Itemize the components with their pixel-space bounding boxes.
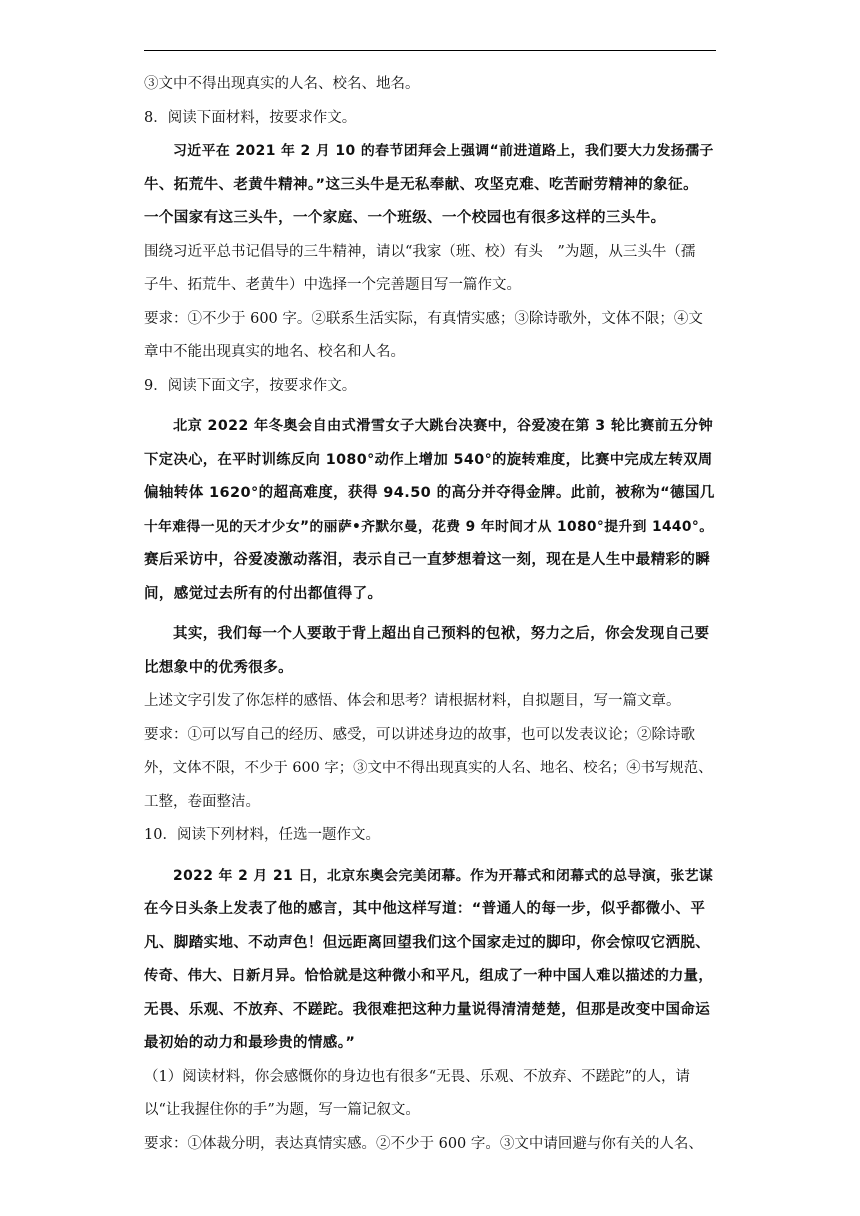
q10-requirement-line: 要求：①体裁分明，表达真情实感。②不少于 600 字。③文中请回避与你有关的人名、 xyxy=(144,1135,703,1152)
q9-material-line: 赛后采访中，谷爱凌激动落泪，表示自己一直梦想着这一刻，现在是人生中最精彩的瞬 xyxy=(144,552,711,568)
q9-material-line: 十年难得一见的天才少女”的丽萨•齐默尔曼，花费 9 年时间才从 1080°提升到 1440°。 xyxy=(144,518,714,535)
q7-requirement-3: ③文中不得出现真实的人名、校名、地名。 xyxy=(144,76,420,92)
q9-material-line: 北京 2022 年冬奥会自由式滑雪女子大跳台决赛中，谷爱凌在第 3 轮比赛前五分钟 xyxy=(173,418,714,434)
q9-prompt-line: 上述文字引发了你怎样的感悟、体会和思考？请根据材料，自拟题目，写一篇文章。 xyxy=(144,693,681,709)
q9-requirement-line: 外，文体不限，不少于 600 字；③文中不得出现真实的人名、地名、校名；④书写规范、 xyxy=(144,760,713,776)
q10-option-1-line: 以“让我握住你的手”为题，写一篇记叙文。 xyxy=(144,1102,420,1118)
q8-requirement-line: 要求：①不少于 600 字。②联系生活实际，有真情实感；③除诗歌外，文体不限；④文 xyxy=(144,310,703,327)
q8-material-line: 牛、拓荒牛、老黄牛精神。”这三头牛是无私奉献、攻坚克难、吃苦耐劳精神的象征。 xyxy=(144,176,698,193)
q8-material-line: 习近平在 2021 年 2 月 10 的春节团拜会上强调“前进道路上，我们要大力发扬孺子 xyxy=(173,143,714,159)
q10-material-line: 凡、脚踏实地、不动声色！但远距离回望我们这个国家走过的脚印，你会惊叹它洒脱、 xyxy=(144,934,711,951)
q9-material-line: 下定决心，在平时训练反向 1080°动作上增加 540°的旋转难度，比赛中完成左转双周 xyxy=(144,451,713,468)
q10-material-line: 最初始的动力和最珍贵的情感。” xyxy=(144,1035,356,1051)
q9-material-line: 比想象中的优秀很多。 xyxy=(144,659,293,676)
q9-material-line: 其实，我们每一个人要敢于背上超出自己预料的包袱，努力之后，你会发现自己要 xyxy=(173,626,710,642)
q10-title: 10．阅读下列材料，任选一题作文。 xyxy=(144,827,380,843)
q8-prompt-line: 围绕习近平总书记倡导的三牛精神，请以“我家（班、校）有头 ”为题，从三头牛（孺 xyxy=(144,243,696,260)
q9-title: 9．阅读下面文字，按要求作文。 xyxy=(144,377,357,394)
q10-material-line: 无畏、乐观、不放弃、不蹉跎。我很难把这种力量说得清清楚楚，但那是改变中国命运 xyxy=(144,1001,711,1018)
q9-requirement-line: 工整，卷面整洁。 xyxy=(144,793,260,810)
q10-material-line: 2022 年 2 月 21 日，北京东奥会完美闭幕。作为开幕式和闭幕式的总导演，张艺谋 xyxy=(173,867,714,884)
q9-material-line: 间，感觉过去所有的付出都值得了。 xyxy=(144,585,383,602)
q10-material-line: 在今日头条上发表了他的感言，其中他这样写道：“普通人的每一步，似乎都微小、平 xyxy=(144,901,706,917)
q8-requirement-line: 章中不能出现真实的地名、校名和人名。 xyxy=(144,344,405,360)
document-body xyxy=(144,68,716,1161)
q9-material-line: 偏轴转体 1620°的超高难度，获得 94.50 的高分并夺得金牌。此前，被称为“德国几 xyxy=(144,485,715,501)
q10-option-1-line: （1）阅读材料，你会感慨你的身边也有很多“无畏、乐观、不放弃、不蹉跎”的人，请 xyxy=(144,1068,691,1085)
q8-material-line: 一个国家有这三头牛，一个家庭、一个班级、一个校园也有很多这样的三头牛。 xyxy=(144,210,666,226)
header-rule xyxy=(144,50,716,51)
q8-title: 8．阅读下面材料，按要求作文。 xyxy=(144,109,357,126)
q10-material-line: 传奇、伟大、日新月异。恰恰就是这种微小和平凡，组成了一种中国人难以描述的力量， xyxy=(144,968,713,984)
q8-prompt-line: 子牛、拓荒牛、老黄牛）中选择一个完善题目写一篇作文。 xyxy=(144,277,521,293)
q9-requirement-line: 要求：①可以写自己的经历、感受，可以讲述身边的故事，也可以发表议论；②除诗歌 xyxy=(144,726,695,743)
